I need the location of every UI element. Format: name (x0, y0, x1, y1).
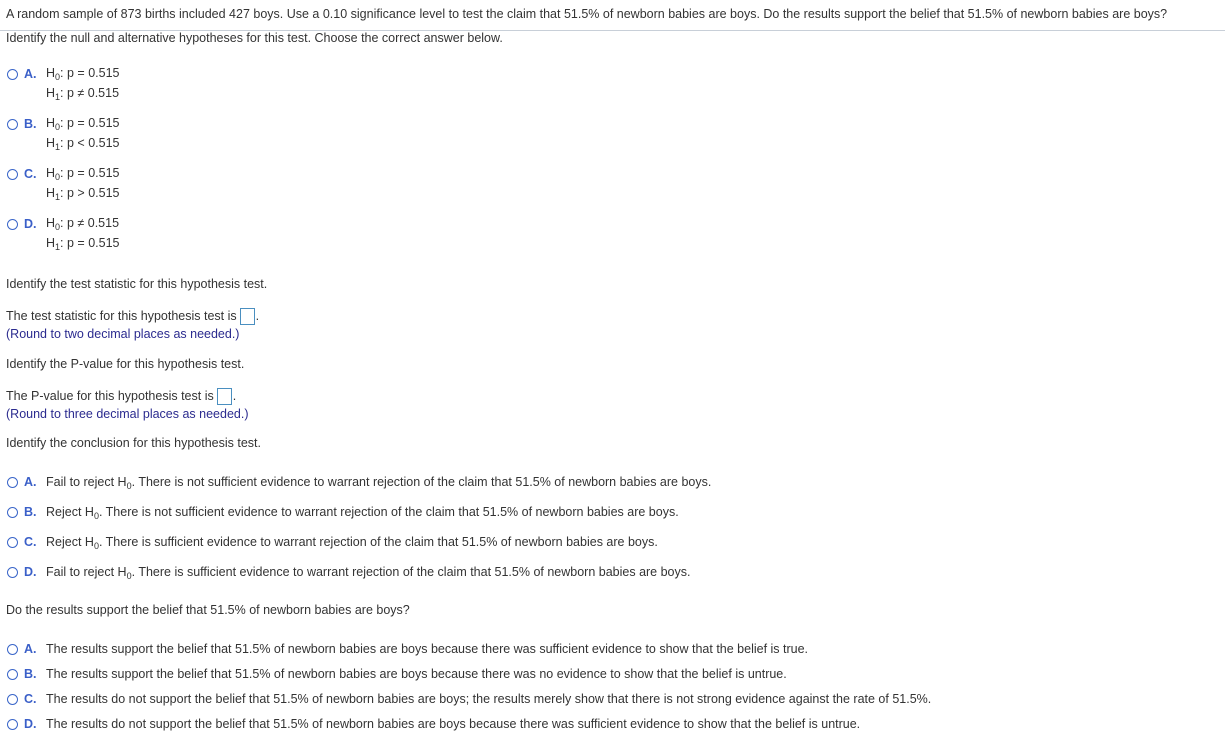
option-letter: C. (24, 535, 37, 549)
p-value-hint: (Round to three decimal places as needed.) (6, 407, 249, 421)
option-text: Fail to reject $H_0$. There is sufficient evidence to warrant rejection of the claim that 51.5% of newborn babies are boys. (46, 565, 691, 581)
support-option-a[interactable] (7, 642, 808, 656)
radio-button-icon[interactable] (7, 169, 18, 180)
question-prompt: A random sample of 873 births included 427 boys. Use a 0.10 significance level to test the claim that 51.5% of newborn babies are boys. Do the results support the belief that 51.5% of newborn babies are boys? (6, 7, 1168, 21)
conclusion-option-a[interactable] (7, 475, 711, 489)
support-option-b[interactable] (7, 667, 787, 681)
radio-button-icon[interactable] (7, 719, 18, 730)
option-letter: D. (24, 717, 37, 731)
option-letter: C. (24, 167, 37, 181)
hypothesis-option-b[interactable] (7, 117, 119, 153)
test-statistic-input[interactable] (240, 308, 255, 325)
alternative-hypothesis: $H_1$: p < 0.515 (46, 136, 120, 152)
option-text: The results support the belief that 51.5% of newborn babies are boys because there was sufficient evidence to show that the belief is true. (46, 642, 809, 656)
part1-instruction: Identify the null and alternative hypotheses for this test. Choose the correct answer below. (6, 31, 503, 45)
null-hypothesis: $H_0$: p = 0.515 (46, 66, 120, 82)
conclusion-option-b[interactable] (7, 505, 679, 519)
option-letter: B. (24, 505, 37, 519)
option-letter: D. (24, 565, 37, 579)
part5-instruction: Do the results support the belief that 51.5% of newborn babies are boys? (6, 603, 410, 617)
radio-button-icon[interactable] (7, 69, 18, 80)
radio-button-icon[interactable] (7, 644, 18, 655)
radio-button-icon[interactable] (7, 507, 18, 518)
option-letter: B. (24, 667, 37, 681)
null-hypothesis: $H_0$: p = 0.515 (46, 166, 120, 182)
support-option-d[interactable] (7, 717, 860, 731)
hypothesis-option-a[interactable] (7, 67, 119, 103)
alternative-hypothesis: $H_1$: p = 0.515 (46, 236, 120, 252)
option-letter: A. (24, 475, 37, 489)
hypothesis-option-d[interactable] (7, 217, 119, 253)
alternative-hypothesis: $H_1$: p ≠ 0.515 (46, 86, 120, 102)
option-letter: A. (24, 642, 37, 656)
radio-button-icon[interactable] (7, 219, 18, 230)
radio-button-icon[interactable] (7, 694, 18, 705)
p-value-statement: The P-value for this hypothesis test is . (6, 389, 237, 403)
option-letter: D. (24, 217, 37, 231)
support-option-c[interactable] (7, 692, 931, 706)
part4-instruction: Identify the conclusion for this hypothesis test. (6, 436, 261, 450)
option-text: The results do not support the belief that 51.5% of newborn babies are boys because there was sufficient evidence to show that the belief is untrue. (46, 717, 861, 731)
radio-button-icon[interactable] (7, 669, 18, 680)
hypothesis-option-c[interactable] (7, 167, 119, 203)
option-text: Reject $H_0$. There is not sufficient evidence to warrant rejection of the claim that 51.5% of newborn babies are boys. (46, 505, 679, 521)
null-hypothesis: $H_0$: p = 0.515 (46, 116, 120, 132)
null-hypothesis: $H_0$: p ≠ 0.515 (46, 216, 120, 232)
radio-button-icon[interactable] (7, 537, 18, 548)
option-letter: B. (24, 117, 37, 131)
p-value-input[interactable] (217, 388, 232, 405)
option-text: Fail to reject $H_0$. There is not sufficient evidence to warrant rejection of the claim that 51.5% of newborn babies are boys. (46, 475, 712, 491)
conclusion-option-c[interactable] (7, 535, 658, 549)
radio-button-icon[interactable] (7, 567, 18, 578)
alternative-hypothesis: $H_1$: p > 0.515 (46, 186, 120, 202)
part3-instruction: Identify the P-value for this hypothesis test. (6, 357, 245, 371)
radio-button-icon[interactable] (7, 119, 18, 130)
option-text: The results support the belief that 51.5% of newborn babies are boys because there was no evidence to show that the belief is untrue. (46, 667, 787, 681)
test-statistic-statement: The test statistic for this hypothesis test is . (6, 309, 260, 323)
test-statistic-hint: (Round to two decimal places as needed.) (6, 327, 240, 341)
option-text: The results do not support the belief that 51.5% of newborn babies are boys; the results merely show that there is not strong evidence against the rate of 51.5%. (46, 692, 932, 706)
option-letter: C. (24, 692, 37, 706)
conclusion-option-d[interactable] (7, 565, 690, 579)
radio-button-icon[interactable] (7, 477, 18, 488)
option-letter: A. (24, 67, 37, 81)
part2-instruction: Identify the test statistic for this hypothesis test. (6, 277, 268, 291)
option-text: Reject $H_0$. There is sufficient evidence to warrant rejection of the claim that 51.5% of newborn babies are boys. (46, 535, 658, 551)
